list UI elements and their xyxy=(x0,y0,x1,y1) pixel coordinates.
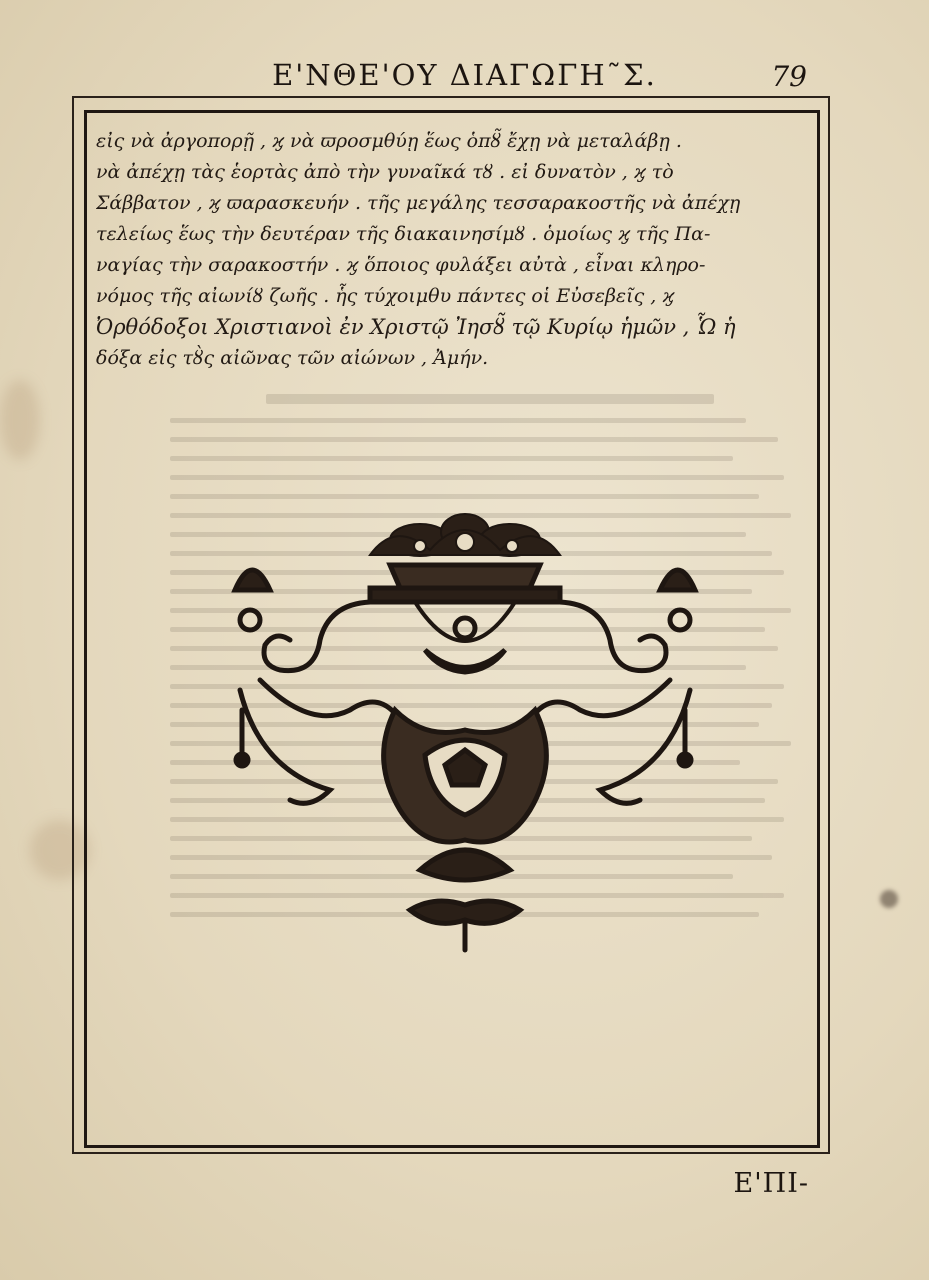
running-head: Ε'ΝΘΕ'ΟΥ ΔΙΑΓΩΓΗ˜Σ. xyxy=(272,58,657,92)
catchword: Ε'ΠΙ- xyxy=(733,1168,809,1199)
text-line: εἰς νὰ ἀργοπορῇ , ϗ νὰ ϖροσμθύῃ ἕως ὁπȣ̃ ἔχῃ νὰ μεταλάβῃ . xyxy=(96,130,682,152)
baroque-vase-ornament-icon xyxy=(220,510,710,960)
paper-stain xyxy=(0,380,40,460)
text-line: δόξα εἰς τȣ̀ς αἰῶνας τῶν αἰώνων , Ἀμήν. xyxy=(96,347,489,369)
text-line: τελείως ἕως τὴν δευτέραν τῆς διακαινησίμȣ . ὁμοίως ϗ τῆς Πα- xyxy=(96,223,711,245)
page-number: 79 xyxy=(771,60,807,93)
text-line: Ὀρθόδοξοι Χριστιανοὶ ἐν Χριστῷ Ἰησȣ̃ τῷ Κυρίῳ ἡμῶν , Ὧ ἡ xyxy=(96,315,736,339)
text-line: Σάββατον , ϗ ϖαρασκευήν . τῆς μεγάλης τεσσαρακοστῆς νὰ ἀπέχῃ xyxy=(96,192,741,214)
text-line: ναγίας τὴν σαρακοστήν . ϗ ὅποιος φυλάξει αὐτὰ , εἶναι κληρο- xyxy=(96,254,706,276)
page-header xyxy=(0,58,929,98)
body-text xyxy=(96,126,816,374)
paper-stain xyxy=(880,890,898,908)
text-line: νὰ ἀπέχῃ τὰς ἑορτὰς ἀπὸ τὴν γυναῖκά τȣ . εἰ δυνατὸν , ϗ τὸ xyxy=(96,161,674,183)
flower-bouquet xyxy=(370,514,560,556)
text-line: νόμος τῆς αἰωνίȣ ζωῆς . ἧς τύχοιμθυ πάντες οἱ Εὐσεβεῖς , ϗ xyxy=(96,285,675,307)
